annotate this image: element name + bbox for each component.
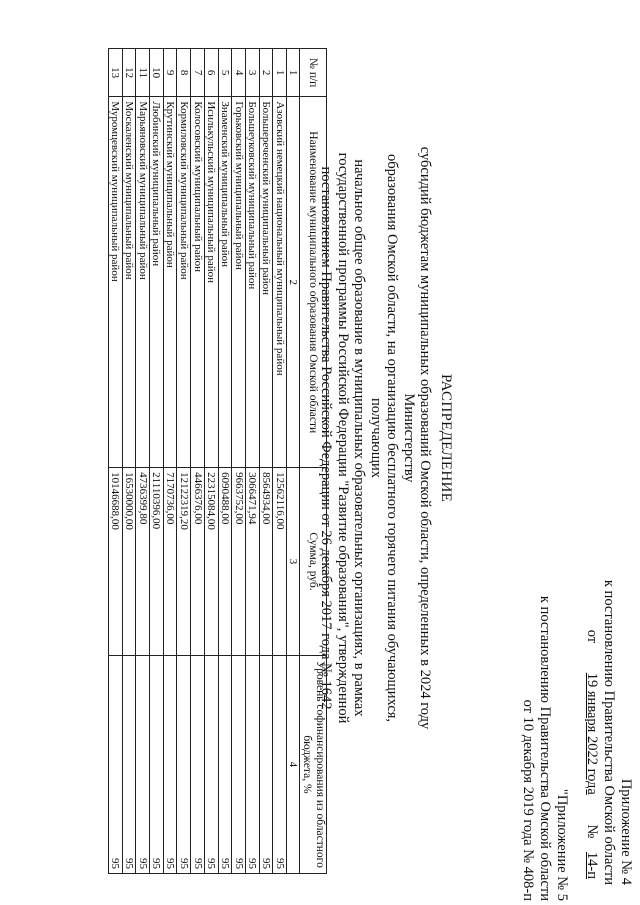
cofinancing-level: 95	[177, 655, 191, 873]
title-line: государственной программы Российской Федерации "Развитие образования", утвержденной	[335, 152, 351, 724]
header-sum: Сумма, руб.	[300, 468, 327, 656]
cofinancing-level: 95	[204, 655, 218, 873]
subsidy-sum: 4736399,80	[136, 468, 150, 656]
subsidy-sum: 9663752,00	[232, 468, 246, 656]
subsidy-sum: 8564934,00	[259, 468, 273, 656]
municipality-name: Азовский немецкий национальный муниципальный район	[273, 97, 287, 468]
municipality-name: Большеуковский муниципальный район	[245, 97, 259, 468]
appendix-header	[583, 580, 634, 885]
amended-appendix-number: "Приложение № 5	[554, 788, 570, 901]
title-line: постановлением Правительства Российской Федерации от 26 декабря 2017 года № 1642	[318, 166, 335, 710]
subsidy-sum: 22315084,00	[204, 468, 218, 656]
table-row	[204, 49, 218, 874]
municipality-name: Муромцевский муниципальный район	[109, 97, 123, 468]
decree-reference: к постановлению Правительства Омской области	[601, 579, 617, 885]
table-row	[122, 49, 136, 874]
header-cofinancing: Уровень софинансирования из областного бюджета, %	[300, 655, 327, 873]
subsidy-sum: 3066471,94	[245, 468, 259, 656]
cofinancing-level: 95	[150, 655, 164, 873]
municipality-name: Москаленский муниципальный район	[122, 97, 136, 468]
amended-decree-reference: к постановлению Правительства Омской области	[537, 595, 553, 901]
title-heading: РАСПРЕДЕЛЕНИЕ	[438, 373, 454, 503]
row-number: 11	[136, 49, 150, 97]
subsidy-table	[108, 48, 327, 874]
table-row	[273, 49, 287, 874]
table-row	[218, 49, 232, 874]
municipality-name: Знаменский муниципальный район	[218, 97, 232, 468]
municipality-name: Любинский муниципальный район	[150, 97, 164, 468]
row-number: 2	[259, 49, 273, 97]
table-row	[245, 49, 259, 874]
row-number: 4	[232, 49, 246, 97]
decree-number: 14-п	[584, 851, 600, 879]
cofinancing-level: 95	[191, 655, 205, 873]
cofinancing-level: 95	[218, 655, 232, 873]
table-header-row	[300, 49, 327, 874]
document-title	[318, 118, 454, 758]
subsidy-sum: 10146688,00	[109, 468, 123, 656]
decree-date-line	[583, 580, 600, 885]
municipality-name: Крутинский муниципальный район	[163, 97, 177, 468]
row-number: 3	[245, 49, 259, 97]
title-line: образования Омской области, на организацию бесплатного горячего питания обучающихся, получающих	[368, 153, 401, 723]
table-row	[109, 49, 123, 874]
subsidy-sum: 7170736,00	[163, 468, 177, 656]
table-row	[150, 49, 164, 874]
column-number-row	[287, 49, 300, 874]
column-number: 1	[287, 49, 300, 97]
subsidy-sum: 21110396,00	[150, 468, 164, 656]
column-number: 4	[287, 655, 300, 873]
table-row	[232, 49, 246, 874]
table-row	[136, 49, 150, 874]
subsidy-sum: 6090488,00	[218, 468, 232, 656]
row-number: 6	[204, 49, 218, 97]
cofinancing-level: 95	[163, 655, 177, 873]
from-label: от	[584, 629, 600, 644]
number-label: №	[584, 824, 600, 839]
row-number: 8	[177, 49, 191, 97]
subsidy-sum: 4466376,00	[191, 468, 205, 656]
table-row	[163, 49, 177, 874]
cofinancing-level: 95	[245, 655, 259, 873]
table-body	[109, 49, 287, 874]
appendix-number: Приложение № 4	[618, 778, 634, 885]
table-row	[191, 49, 205, 874]
subsidy-sum: 12562116,00	[273, 468, 287, 656]
row-number: 13	[109, 49, 123, 97]
row-number: 9	[163, 49, 177, 97]
table-row	[259, 49, 273, 874]
cofinancing-level: 95	[259, 655, 273, 873]
cofinancing-level: 95	[109, 655, 123, 873]
municipality-name: Марьяновский муниципальный район	[136, 97, 150, 468]
row-number: 10	[150, 49, 164, 97]
header-municipality: Наименование муниципального образования Омской области	[300, 97, 327, 468]
municipality-name: Колосовский муниципальный район	[191, 97, 205, 468]
amended-appendix-header	[519, 596, 570, 901]
title-line: начальное общее образование в муниципальных образовательных организациях, в рамках	[351, 159, 368, 717]
row-number: 7	[191, 49, 205, 97]
cofinancing-level: 95	[136, 655, 150, 873]
municipality-name: Большереченский муниципальный район	[259, 97, 273, 468]
municipality-name: Горьковский муниципальный район	[232, 97, 246, 468]
row-number: 12	[122, 49, 136, 97]
title-line: субсидий бюджетам муниципальных образований Омской области, определенных в 2024 году Министерству	[401, 146, 434, 730]
table-row	[177, 49, 191, 874]
row-number: 5	[218, 49, 232, 97]
decree-date: 19 января 2022 года	[584, 672, 600, 795]
municipality-name: Кормиловский муниципальный район	[177, 97, 191, 468]
row-number: 1	[273, 49, 287, 97]
column-number: 2	[287, 97, 300, 468]
subsidy-sum: 16530000,00	[122, 468, 136, 656]
column-number: 3	[287, 468, 300, 656]
header-number: № п/п	[300, 49, 327, 97]
cofinancing-level: 95	[273, 655, 287, 873]
subsidy-sum: 12122319,20	[177, 468, 191, 656]
cofinancing-level: 95	[232, 655, 246, 873]
municipality-name: Исилькульский муниципальный район	[204, 97, 218, 468]
cofinancing-level: 95	[122, 655, 136, 873]
amended-decree-date: от 10 декабря 2019 года № 408-п	[520, 699, 536, 901]
